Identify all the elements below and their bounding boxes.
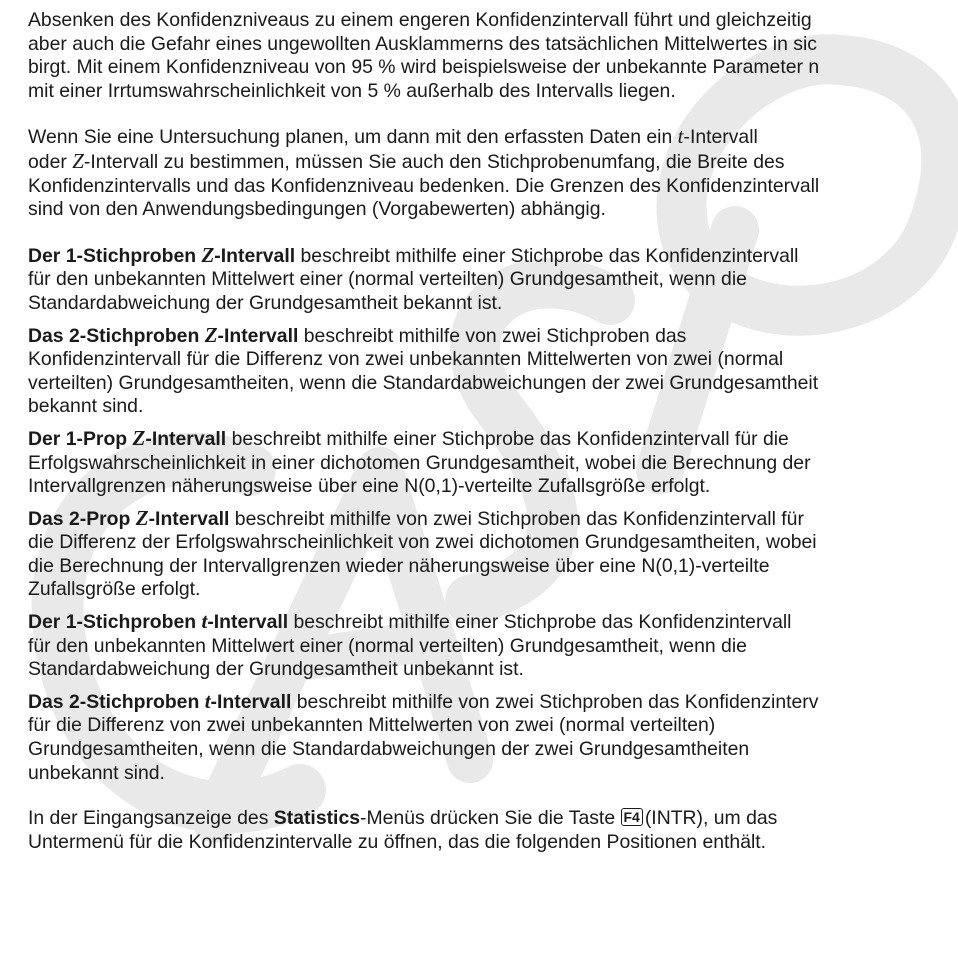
text-line: die Differenz der Erfolgswahrscheinlichkeit von zwei dichotomen Grundgesamtheiten, wobei	[28, 531, 817, 554]
menu-note-paragraph	[28, 807, 958, 854]
interval-paragraph-1-sample-t	[28, 610, 958, 682]
text-run: -Menüs drücken Sie die Taste	[360, 807, 621, 830]
math-variable: Z	[135, 505, 149, 530]
text-line: Standardabweichung der Grundgesamtheit bekannt ist.	[28, 291, 503, 314]
interval-paragraph-1-sample-z	[28, 244, 958, 316]
interval-title: Der 1-Stichproben Z-Intervall	[28, 242, 296, 267]
text-line: unbekannt sind.	[28, 761, 165, 784]
text-run: (INTR), um das	[644, 807, 778, 830]
text-line: Konfidenzintervalls und das Konfidenzniveau bedenken. Die Grenzen des Konfidenzintervall	[28, 174, 820, 197]
text-line: Untermenü für die Konfidenzintervalle zu öffnen, das die folgenden Positionen enthält.	[28, 830, 767, 853]
interval-title: Das 2-Stichproben t-Intervall	[28, 688, 292, 713]
text-line: Grundgesamtheiten, wenn die Standardabweichungen der zwei Grundgesamtheiten	[28, 738, 750, 761]
text-line	[28, 150, 958, 175]
interval-title: Der 1-Stichproben t-Intervall	[28, 609, 289, 634]
text-line: für den unbekannten Mittelwert einer (normal verteilten) Grundgesamtheit, wenn die	[28, 634, 747, 657]
text-line: Konfidenzintervall für die Differenz von zwei unbekannten Mittelwerten von zwei (normal	[28, 348, 784, 371]
text-line: sind von den Anwendungsbedingungen (Vorgabewerten) abhängig.	[28, 198, 606, 221]
text-line: mit einer Irrtumswahrscheinlichkeit von 5 % außerhalb des Intervalls liegen.	[28, 79, 676, 102]
planning-paragraph	[28, 125, 958, 221]
interval-title: Das 2-Stichproben Z-Intervall	[28, 322, 299, 347]
text-line: Zufallsgröße erfolgt.	[28, 578, 201, 601]
text-line: für die Differenz von zwei unbekannten Mittelwerten von zwei (normal verteilten)	[28, 714, 716, 737]
text-line	[28, 807, 958, 831]
interval-paragraph-2-sample-z	[28, 324, 958, 419]
text-line	[28, 507, 958, 532]
text-line: Intervallgrenzen näherungsweise über eine N(0,1)-verteilte Zufallsgröße erfolgt.	[28, 475, 711, 498]
text-run: Wenn Sie eine Untersuchung planen, um dann mit den erfassten Daten ein	[28, 126, 678, 149]
text-run: oder	[28, 150, 73, 173]
text-line	[28, 244, 958, 269]
text-run: beschreibt mithilfe einer Stichprobe das Konfidenzintervall für die	[226, 427, 789, 450]
text-line	[28, 427, 958, 452]
text-line	[28, 690, 958, 715]
text-run: beschreibt mithilfe von zwei Stichproben das Konfidenzintervall für	[229, 507, 804, 530]
text-line	[28, 610, 958, 635]
interval-title: Der 1-Prop Z-Intervall	[28, 425, 227, 450]
math-variable: Z	[201, 242, 215, 267]
text-line: für den unbekannten Mittelwert einer (normal verteilten) Grundgesamtheit, wenn die	[28, 268, 747, 291]
interval-title: Das 2-Prop Z-Intervall	[28, 505, 230, 530]
text-run: In der Eingangsanzeige des	[28, 807, 274, 830]
interval-paragraph-2-prop-z	[28, 507, 958, 602]
text-line	[28, 324, 958, 349]
text-line: Absenken des Konfidenzniveaus zu einem engeren Konfidenzintervall führt und gleichzeitig	[28, 9, 812, 31]
text-run: beschreibt mithilfe von zwei Stichproben das Konfidenzinterv	[291, 690, 819, 713]
math-variable: t	[204, 688, 211, 713]
text-run: -Intervall	[683, 126, 758, 149]
intro-paragraph	[28, 9, 958, 103]
text-run: -Intervall zu bestimmen, müssen Sie auch den Stichprobenumfang, die Breite des	[83, 150, 785, 173]
text-line: verteilten) Grundgesamtheiten, wenn die Standardabweichungen der zwei Grundgesamtheit	[28, 371, 819, 394]
f4-key-icon: F4	[621, 808, 643, 826]
text-run: beschreibt mithilfe einer Stichprobe das Konfidenzintervall	[288, 611, 792, 634]
document-page	[28, 9, 958, 854]
text-line: bekannt sind.	[28, 395, 144, 418]
math-variable: Z	[204, 322, 218, 347]
math-variable: t	[201, 609, 208, 634]
text-run: beschreibt mithilfe von zwei Stichproben das	[298, 324, 687, 347]
math-variable: Z	[72, 148, 84, 173]
text-line: birgt. Mit einem Konfidenzniveau von 95 % wird beispielsweise der unbekannte Parameter n	[28, 56, 820, 79]
text-run: beschreibt mithilfe einer Stichprobe das Konfidenzintervall	[295, 244, 799, 267]
text-line: die Berechnung der Intervallgrenzen wieder näherungsweise über eine N(0,1)-verteilte	[28, 554, 770, 577]
interval-paragraph-1-prop-z	[28, 427, 958, 499]
text-line: Erfolgswahrscheinlichkeit in einer dichotomen Grundgesamtheit, wobei die Berechnung der	[28, 451, 811, 474]
math-variable: t	[677, 124, 684, 149]
text-line: aber auch die Gefahr eines ungewollten Ausklammerns des tatsächlichen Mittelwertes in sic	[28, 32, 817, 55]
math-variable: Z	[132, 425, 146, 450]
statistics-menu-name: Statistics	[273, 807, 361, 830]
text-line: Standardabweichung der Grundgesamtheit unbekannt ist.	[28, 658, 524, 681]
interval-paragraph-2-sample-t	[28, 690, 958, 785]
text-line	[28, 125, 958, 150]
